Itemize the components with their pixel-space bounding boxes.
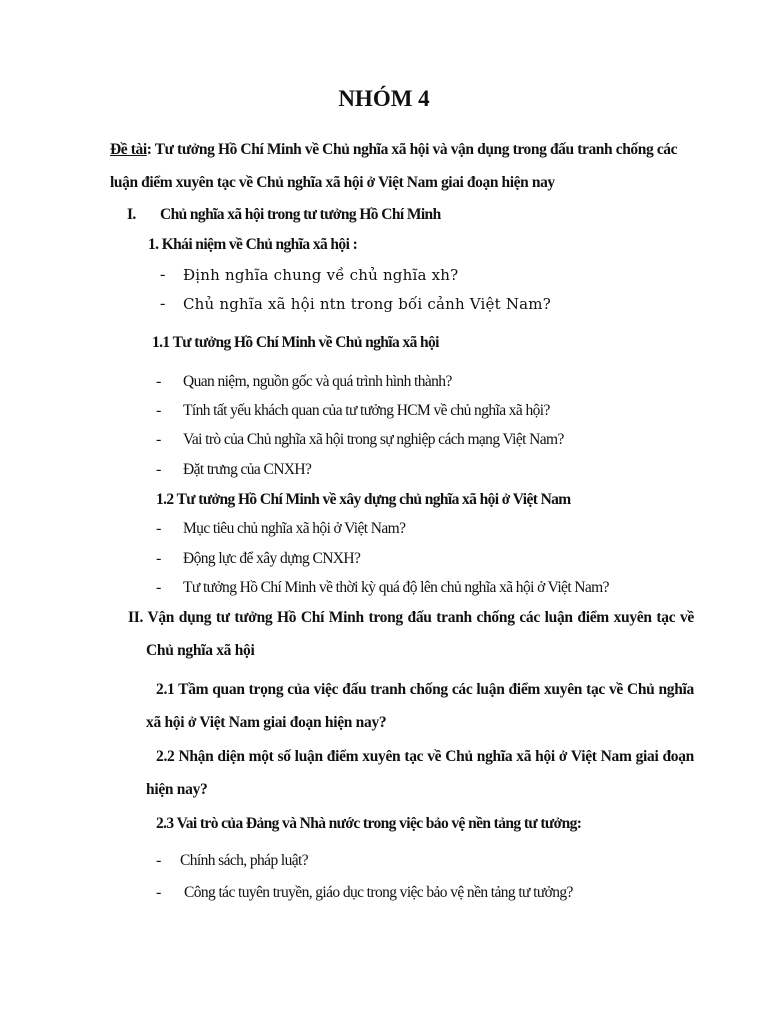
list-item: Chủ nghĩa xã hội ntn trong bối cảnh Việt Nam? <box>183 295 551 313</box>
bullet: - <box>156 461 162 478</box>
sub12-heading: 1.2 Tư tưởng Hồ Chí Minh về xây dựng chủ nghĩa xã hội ở Việt Nam <box>156 491 571 508</box>
bullet: - <box>156 402 162 419</box>
list-item: Mục tiêu chủ nghĩa xã hội ở Việt Nam? <box>183 520 406 537</box>
bullet: - <box>156 373 162 390</box>
list-item: Định nghĩa chung về chủ nghĩa xh? <box>183 266 459 284</box>
bullet: - <box>156 852 162 869</box>
bullet: - <box>156 431 162 448</box>
topic-paragraph <box>110 133 694 199</box>
sub21-paragraph: 2.1 Tầm quan trọng của việc đấu tranh chống các luận điểm xuyên tạc về Chủ nghĩa xã hội ở Việt Nam giai đoạn hiện nay? <box>146 681 694 731</box>
sub1-heading: 1. Khái niệm về Chủ nghĩa xã hội : <box>148 236 358 253</box>
list-item: Chính sách, pháp luật? <box>180 852 308 869</box>
bullet: - <box>160 266 166 283</box>
list-item: Quan niệm, nguồn gốc và quá trình hình thành? <box>183 373 452 390</box>
sub11-heading: 1.1 Tư tưởng Hồ Chí Minh về Chủ nghĩa xã hội <box>152 334 439 351</box>
list-item: Đặt trưng của CNXH? <box>183 461 312 478</box>
part1-numeral: I. <box>127 206 136 223</box>
sub22-paragraph: 2.2 Nhận diện một số luận điểm xuyên tạc về Chủ nghĩa xã hội ở Việt Nam giai đoạn hiện nay? <box>146 748 694 798</box>
bullet: - <box>160 295 166 312</box>
part2-heading-text: II. Vận dụng tư tưởng Hồ Chí Minh trong đấu tranh chống các luận điểm xuyên tạc về Chủ nghĩa xã hội <box>128 609 694 659</box>
bullet: - <box>156 579 162 596</box>
part2-heading <box>128 601 694 667</box>
bullet: - <box>156 550 162 567</box>
part1-heading: Chủ nghĩa xã hội trong tư tưởng Hồ Chí Minh <box>160 206 441 223</box>
topic-label: Đề tài <box>110 141 147 158</box>
sub23-heading: 2.3 Vai trò của Đảng và Nhà nước trong việc bảo vệ nền tảng tư tưởng: <box>156 815 582 832</box>
bullet: - <box>156 520 162 537</box>
list-item: Công tác tuyên truyền, giáo dục trong việc bảo vệ nền tảng tư tưởng? <box>184 884 573 901</box>
topic-text: : Tư tưởng Hồ Chí Minh về Chủ nghĩa xã hội và vận dụng trong đấu tranh chống các luận điểm xuyên tạc về Chủ nghĩa xã hội ở Việt Nam giai đoạn hiện nay <box>110 141 678 191</box>
document-title: NHÓM 4 <box>338 86 430 111</box>
list-item: Vai trò của Chủ nghĩa xã hội trong sự nghiệp cách mạng Việt Nam? <box>183 431 564 448</box>
list-item: Tính tất yếu khách quan của tư tưởng HCM về chủ nghĩa xã hội? <box>183 402 550 419</box>
bullet: - <box>156 884 162 901</box>
list-item: Động lực để xây dựng CNXH? <box>183 550 361 567</box>
list-item: Tư tưởng Hồ Chí Minh về thời kỳ quá độ lên chủ nghĩa xã hội ở Việt Nam? <box>183 579 609 596</box>
